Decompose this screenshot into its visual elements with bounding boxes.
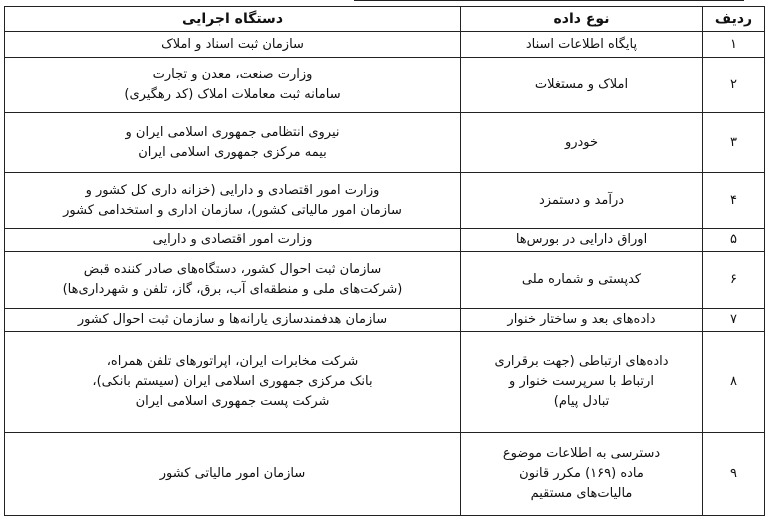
- cell-line: بیمه مرکزی جمهوری اسلامی ایران: [138, 144, 327, 160]
- agency-cell: [5, 252, 461, 309]
- agency-cell: [5, 113, 461, 173]
- document-page: [4, 0, 764, 527]
- cell-line: سازمان ثبت احوال کشور، دستگاه‌های صادر کننده قبض: [83, 262, 382, 277]
- cell-line: بانک مرکزی جمهوری اسلامی ایران (سیستم بانکی)،: [92, 374, 373, 389]
- cell-line: تبادل پیام): [553, 394, 610, 409]
- cell-line: اوراق دارایی در بورس‌ها: [515, 232, 648, 247]
- top-rule: [354, 0, 744, 3]
- agency-cell: [5, 433, 461, 516]
- row-number: ۱: [703, 32, 765, 58]
- row-number: ۷: [703, 309, 765, 332]
- cell-line: سازمان امور مالیاتی کشور: [159, 466, 306, 481]
- cell-line: پایگاه اطلاعات اسناد: [525, 36, 638, 52]
- agency-cell: [5, 58, 461, 113]
- data-type-cell: [461, 32, 703, 58]
- table-row: [5, 173, 765, 229]
- agency-cell: [5, 229, 461, 252]
- row-number: ۶: [703, 252, 765, 309]
- header-row-number: ردیف: [703, 7, 765, 32]
- table-row: [5, 252, 765, 309]
- cell-line: ماده (۱۶۹) مکرر قانون: [519, 466, 644, 481]
- agency-cell: [5, 309, 461, 332]
- cell-line: درآمد و دستمزد: [538, 192, 625, 208]
- table-row: [5, 309, 765, 332]
- agency-cell: [5, 173, 461, 229]
- table-row: [5, 433, 765, 516]
- cell-line: املاک و مستغلات: [534, 77, 629, 92]
- row-number: ۸: [703, 332, 765, 433]
- row-number: ۴: [703, 173, 765, 229]
- data-type-cell: [461, 113, 703, 173]
- cell-line: (شرکت‌های ملی و منطقه‌ای آب، برق، گاز، تلفن و شهرداری‌ها): [62, 282, 403, 297]
- table-row: [5, 113, 765, 173]
- cell-line: مالیات‌های مستقیم: [530, 486, 633, 501]
- table-header-row: [5, 7, 765, 32]
- data-type-cell: [461, 229, 703, 252]
- header-data-type: نوع داده: [461, 7, 703, 32]
- cell-line: ارتباط با سرپرست خنوار و: [509, 374, 654, 389]
- cell-line: دسترسی به اطلاعات موضوع: [502, 446, 661, 461]
- data-type-cell: [461, 173, 703, 229]
- cell-line: سامانه ثبت معاملات املاک (کد رهگیری): [124, 87, 341, 102]
- data-type-cell: [461, 252, 703, 309]
- data-type-cell: [461, 433, 703, 516]
- row-number: ۲: [703, 58, 765, 113]
- cell-line: وزارت امور اقتصادی و دارایی: [152, 232, 313, 247]
- cell-line: شرکت پست جمهوری اسلامی ایران: [135, 394, 330, 409]
- agency-cell: [5, 332, 461, 433]
- data-type-cell: [461, 58, 703, 113]
- cell-line: وزارت صنعت، معدن و تجارت: [152, 67, 313, 82]
- data-sources-table: [4, 6, 765, 516]
- cell-line: شرکت مخابرات ایران، اپراتورهای تلفن همراه،: [106, 354, 359, 369]
- cell-line: سازمان امور مالیاتی کشور)، سازمان اداری و استخدامی کشور: [63, 202, 402, 218]
- data-type-cell: [461, 309, 703, 332]
- cell-line: داده‌های ارتباطی (جهت برقراری: [494, 354, 669, 369]
- table-row: [5, 32, 765, 58]
- row-number: ۳: [703, 113, 765, 173]
- cell-line: سازمان هدفمندسازی یارانه‌ها و سازمان ثبت احوال کشور: [77, 312, 388, 327]
- cell-line: داده‌های بعد و ساختار خنوار: [507, 312, 656, 327]
- table-row: [5, 229, 765, 252]
- table-row: [5, 332, 765, 433]
- header-agency: دستگاه اجرایی: [5, 7, 461, 32]
- table-row: [5, 58, 765, 113]
- cell-line: وزارت امور اقتصادی و دارایی (خزانه داری کل کشور و: [85, 182, 380, 198]
- cell-line: کدپستی و شماره ملی: [521, 272, 642, 287]
- agency-cell: [5, 32, 461, 58]
- cell-line: خودرو: [564, 134, 599, 150]
- row-number: ۵: [703, 229, 765, 252]
- row-number: ۹: [703, 433, 765, 516]
- cell-line: نیروی انتظامی جمهوری اسلامی ایران و: [125, 124, 340, 140]
- cell-line: سازمان ثبت اسناد و املاک: [161, 36, 304, 52]
- data-type-cell: [461, 332, 703, 433]
